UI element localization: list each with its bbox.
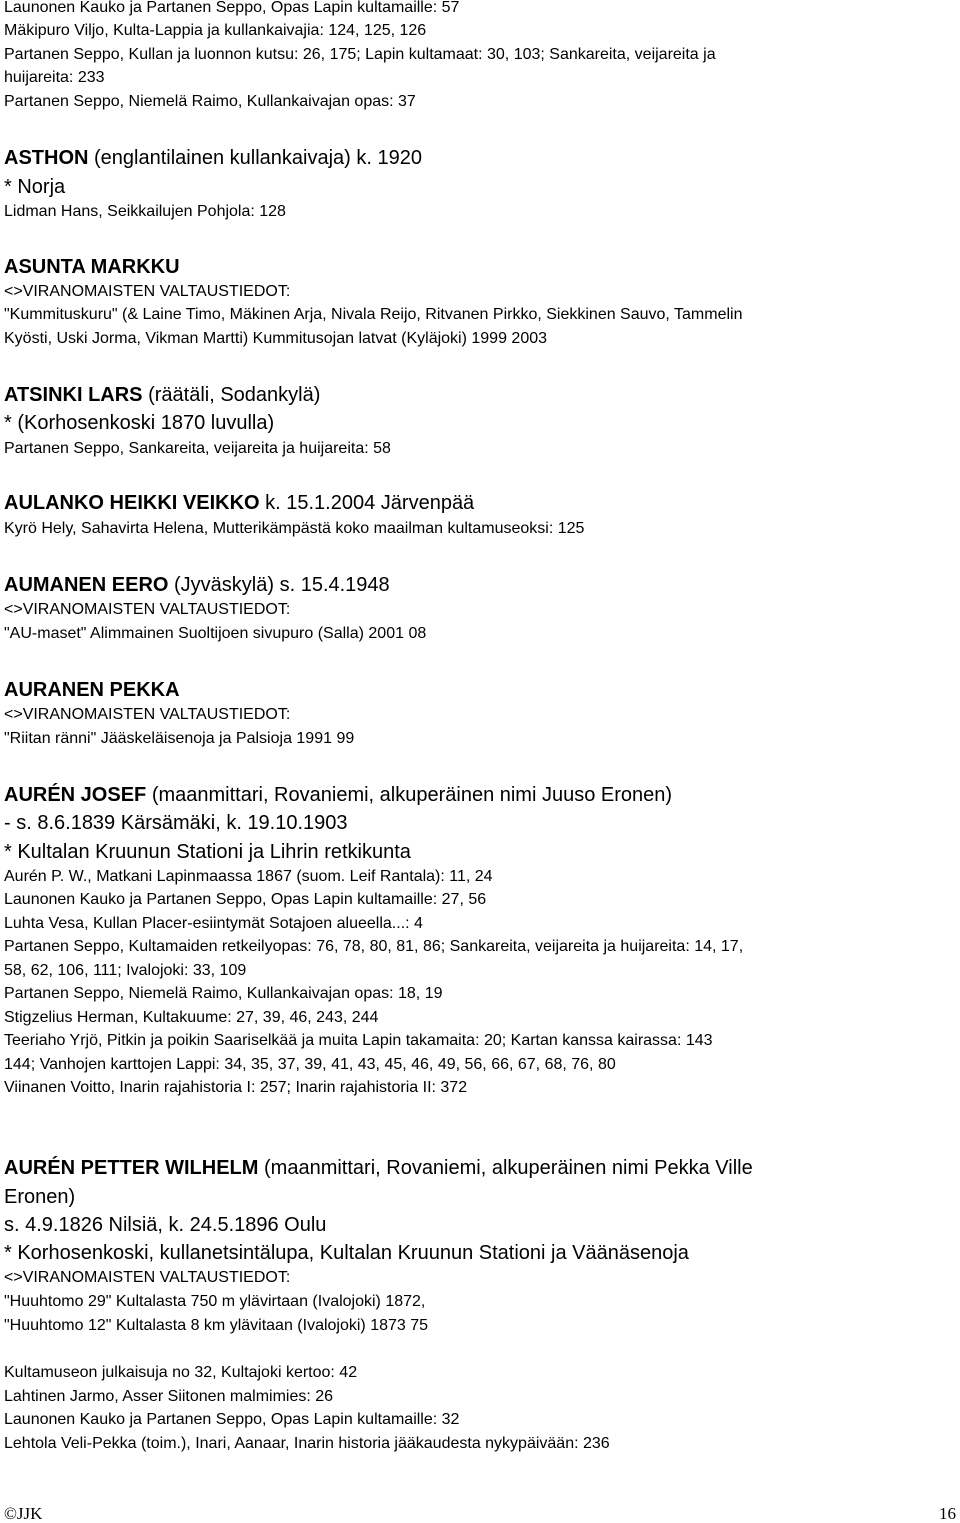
page-number: 16: [939, 1504, 956, 1523]
ref-line: Partanen Seppo, Kullan ja luonnon kutsu: 26, 175; Lapin kultamaat: 30, 103; Sankareita, veijareita ja: [4, 46, 716, 63]
entry-aulanko-heading: [4, 493, 474, 513]
entry-desc-cont: Eronen): [4, 1186, 76, 1208]
ref-line: Kultamuseon julkaisuja no 32, Kultajoki kertoo: 42: [4, 1364, 358, 1381]
ref-line: Launonen Kauko ja Partanen Seppo, Opas Lapin kultamaille: 57: [4, 0, 460, 16]
entry-desc: (Jyväskylä) s. 15.4.1948: [174, 574, 390, 596]
entry-name: ATSINKI LARS: [4, 384, 143, 406]
claim-line: "Huuhtomo 12" Kultalasta 8 km ylävitaan (Ivalojoki) 1873 75: [4, 1317, 429, 1334]
entry-dates: - s. 8.6.1839 Kärsämäki, k. 19.10.1903: [4, 812, 348, 834]
claims-label: <>VIRANOMAISTEN VALTAUSTIEDOT:: [4, 601, 291, 618]
claims-label: <>VIRANOMAISTEN VALTAUSTIEDOT:: [4, 1269, 291, 1286]
claim-line: "Huuhtomo 29" Kultalasta 750 m ylävirtaan (Ivalojoki) 1872,: [4, 1293, 426, 1310]
ref-line: Viinanen Voitto, Inarin rajahistoria I: 257; Inarin rajahistoria II: 372: [4, 1079, 468, 1096]
ref-line: Partanen Seppo, Niemelä Raimo, Kullankaivajan opas: 37: [4, 93, 416, 110]
ref-line: Lidman Hans, Seikkailujen Pohjola: 128: [4, 203, 286, 220]
ref-line: Launonen Kauko ja Partanen Seppo, Opas Lapin kultamaille: 27, 56: [4, 891, 487, 908]
ref-line: Partanen Seppo, Sankareita, veijareita ja huijareita: 58: [4, 440, 391, 457]
claims-label: <>VIRANOMAISTEN VALTAUSTIEDOT:: [4, 283, 291, 300]
entry-desc: (englantilainen kullankaivaja) k. 1920: [94, 147, 423, 169]
entry-desc: (maanmittari, Rovaniemi, alkuperäinen nimi Juuso Eronen): [151, 784, 673, 806]
entry-desc: k. 15.1.2004 Järvenpää: [265, 492, 475, 514]
entry-name: AURÉN JOSEF: [4, 784, 147, 806]
footer-copyright: ©JJK: [4, 1504, 43, 1523]
ref-line: Partanen Seppo, Niemelä Raimo, Kullankaivajan opas: 18, 19: [4, 985, 443, 1002]
ref-line: Lehtola Veli-Pekka (toim.), Inari, Aanaar, Inarin historia jääkaudesta nykypäivään: 236: [4, 1435, 610, 1452]
entry-atsinki-heading: [4, 385, 320, 405]
ref-line: Aurén P. W., Matkani Lapinmaassa 1867 (suom. Leif Rantala): 11, 24: [4, 868, 493, 885]
ref-line: Lahtinen Jarmo, Asser Siitonen malmimies: 26: [4, 1388, 334, 1405]
claim-line: "AU-maset" Alimmainen Suoltijoen sivupuro (Salla) 2001 08: [4, 625, 427, 642]
ref-line: Luhta Vesa, Kullan Placer-esiintymät Sotajoen alueella...: 4: [4, 915, 423, 932]
entry-desc: (maanmittari, Rovaniemi, alkuperäinen nimi Pekka Ville: [264, 1157, 753, 1179]
ref-line: Stigzelius Herman, Kultakuume: 27, 39, 46, 243, 244: [4, 1009, 379, 1026]
entry-name: ASTHON: [4, 147, 89, 169]
entry-asunta-heading: ASUNTA MARKKU: [4, 256, 180, 278]
ref-line: Kyrö Hely, Sahavirta Helena, Mutterikämpästä koko maailman kultamuseoksi: 125: [4, 520, 585, 537]
entry-dates: s. 4.9.1826 Nilsiä, k. 24.5.1896 Oulu: [4, 1214, 327, 1236]
entry-asthon-heading: [4, 148, 422, 168]
entry-aumanen-heading: [4, 575, 390, 595]
entry-note: * Norja: [4, 176, 66, 198]
claim-line: Kyösti, Uski Jorma, Vikman Martti) Kummitusojan latvat (Kyläjoki) 1999 2003: [4, 330, 548, 347]
claim-line: "Kummituskuru" (& Laine Timo, Mäkinen Arja, Nivala Reijo, Ritvanen Pirkko, Siekkinen Sauvo, Tammelin: [4, 306, 743, 323]
ref-line: huijareita: 233: [4, 69, 105, 86]
ref-line: 58, 62, 106, 111; Ivalojoki: 33, 109: [4, 962, 247, 979]
ref-line: Launonen Kauko ja Partanen Seppo, Opas Lapin kultamaille: 32: [4, 1411, 460, 1428]
ref-line: Teeriaho Yrjö, Pitkin ja poikin Saariselkää ja muita Lapin takamaita: 20; Kartan kanssa kairassa: 143: [4, 1032, 713, 1049]
entry-desc: (räätäli, Sodankylä): [148, 384, 321, 406]
ref-line: Partanen Seppo, Kultamaiden retkeilyopas: 76, 78, 80, 81, 86; Sankareita, veijareita ja huijareita: 14, 17,: [4, 938, 744, 955]
entry-auren-petter-heading: [4, 1158, 753, 1178]
entry-auranen-heading: AURANEN PEKKA: [4, 679, 180, 701]
entry-note: * Korhosenkoski, kullanetsintälupa, Kultalan Kruunun Stationi ja Väänäsenoja: [4, 1242, 689, 1264]
entry-name: AUMANEN EERO: [4, 574, 169, 596]
claim-line: "Riitan ränni" Jääskeläisenoja ja Palsioja 1991 99: [4, 730, 355, 747]
claims-label: <>VIRANOMAISTEN VALTAUSTIEDOT:: [4, 706, 291, 723]
entry-name: AULANKO HEIKKI VEIKKO: [4, 492, 260, 514]
ref-line: Mäkipuro Viljo, Kulta-Lappia ja kullankaivajia: 124, 125, 126: [4, 22, 427, 39]
entry-note: * Kultalan Kruunun Stationi ja Lihrin retkikunta: [4, 841, 411, 863]
entry-note: * (Korhosenkoski 1870 luvulla): [4, 412, 275, 434]
ref-line: 144; Vanhojen karttojen Lappi: 34, 35, 37, 39, 41, 43, 45, 46, 49, 56, 66, 67, 68, 76, 80: [4, 1056, 616, 1073]
entry-name: AURÉN PETTER WILHELM: [4, 1157, 259, 1179]
entry-auren-josef-heading: [4, 785, 672, 805]
